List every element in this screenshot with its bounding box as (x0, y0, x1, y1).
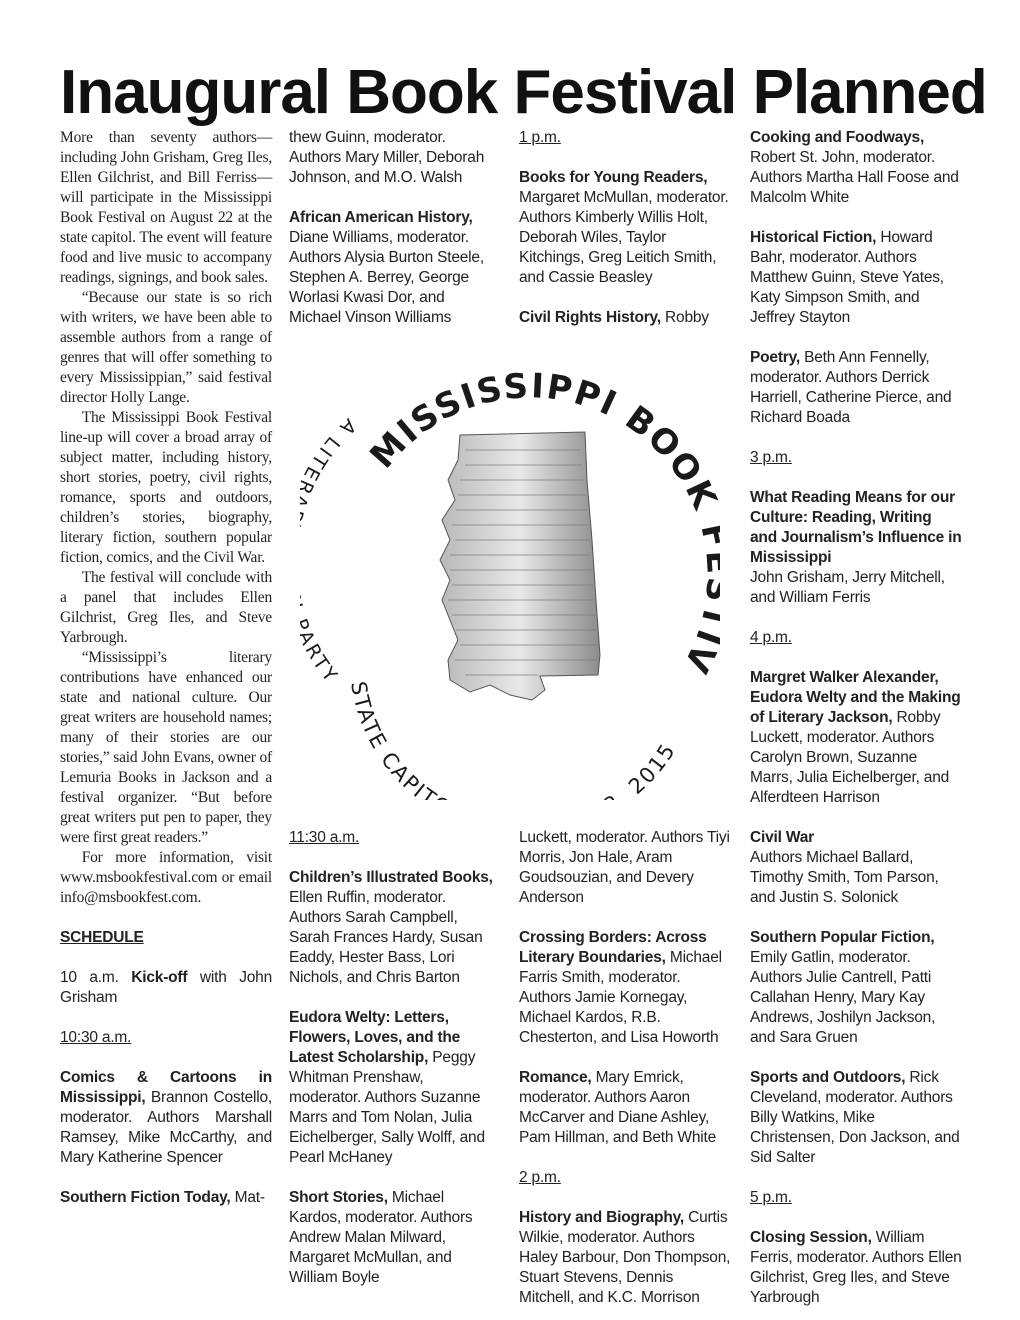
schedule-entry-short-stories (289, 1188, 499, 1288)
schedule-entry-history-biography (519, 1208, 731, 1308)
time-slot-1030: 10:30 a.m. (60, 1029, 132, 1046)
emblem-left-arc-text: A LITE RTY (300, 413, 361, 689)
time-slot-5pm: 5 p.m. (750, 1189, 792, 1206)
entry-detail: Margaret McMullan, moderator. Authors Kimberly Willis Holt, Deborah Wiles, Taylor Kitchings, Greg Leitich Smith, and Cassie Beasley (519, 189, 729, 286)
kickoff-title: Kick-off (131, 969, 188, 986)
headline: Inaugural Book Festival Planned (60, 58, 987, 127)
entry-continuation: thew Guinn, moderator. Authors Mary Miller, Deborah Johnson, and M.O. Walsh (289, 129, 485, 186)
entry-title: Historical Fiction, (750, 229, 877, 246)
schedule-entry-historical-fiction (750, 228, 962, 328)
schedule-heading: SCHEDULE (60, 929, 144, 946)
time-slot-1pm: 1 p.m. (519, 129, 561, 146)
schedule-entry-comics (60, 1068, 272, 1168)
entry-title: History and Biography, (519, 1209, 684, 1226)
schedule-entry-romance (519, 1068, 731, 1148)
entry-detail: Rick Cleveland, moderator. Authors Billy Watkins, Mike Christensen, Don Jackson, and Sid Salter (750, 1069, 960, 1166)
schedule-entry-southern-fiction (60, 1188, 272, 1208)
entry-detail: Diane Williams, moderator. Authors Alysia Burton Steele, Stephen A. Berrey, George Worlasi Kwasi Dor, and Michael Vinson Williams (289, 229, 484, 326)
entry-title: Closing Session, (750, 1229, 872, 1246)
schedule-entry-african-american (289, 208, 499, 328)
schedule-column-2-top (289, 128, 499, 348)
time-slot-2pm: 2 p.m. (519, 1169, 561, 1186)
schedule-entry-childrens (289, 868, 499, 988)
schedule-column-3-top (519, 128, 731, 348)
entry-title: Comics & Cartoons in Mississippi, (60, 1069, 272, 1106)
schedule-column-4 (750, 128, 962, 1306)
entry-title: African American History, (289, 209, 473, 226)
entry-title: Southern Fiction Today, (60, 1189, 231, 1206)
entry-detail: Mat- (230, 1189, 265, 1206)
entry-title: Sports and Outdoors, (750, 1069, 906, 1086)
time-slot-1130: 11:30 a.m. (289, 829, 360, 846)
svg-text:A LITERARY LAWN PARTY (300, 414, 360, 688)
schedule-entry-young-readers (519, 168, 731, 288)
article-paragraph: The Mississippi Book Festival line-up will cover a broad array of subject matter, including history, short stories, poetry, civil rights, romance, sports and outdoors, children’s stories, biography, literary fiction, southern popular fiction, comics, and the Civil War. (60, 409, 272, 566)
emblem-bottom-arc-text: STATE CAPIT , 2015 (346, 679, 681, 800)
schedule-entry-closing (750, 1228, 962, 1308)
article-column (60, 128, 272, 1284)
schedule-entry-walker-welty (750, 668, 962, 808)
entry-title: Poetry, (750, 349, 800, 366)
time-slot-3pm: 3 p.m. (750, 449, 792, 466)
entry-title: Civil Rights History, (519, 309, 661, 326)
entry-detail: Authors Michael Ballard, Timothy Smith, Tom Parson, and Justin S. Solonick (750, 849, 939, 906)
entry-title: Margret Walker Alexander, Eudora Welty and the Making of Literary Jackson, (750, 669, 961, 726)
article-paragraph: “Mississippi’s literary contributions have enhanced our state and national culture. Our great writers are household names; many of their stories are our stories,” said John Evans, owner of Lemuria Books in Jackson and a festival organizer. “But before great writers put pen to paper, they were first great readers.” (60, 649, 272, 846)
entry-detail: Ellen Ruffin, moderator. Authors Sarah Campbell, Sarah Frances Hardy, Susan Eaddy, Hester Bass, Lori Nichols, and Chris Barton (289, 889, 483, 986)
entry-title: Eudora Welty: Letters, Flowers, Loves, and the Latest Scholarship, (289, 1009, 461, 1066)
entry-detail: Peggy Whitman Prenshaw, moderator. Authors Suzanne Marrs and Tom Nolan, Julia Eichelberger, Sally Wolff, and Pearl McHaney (289, 1049, 485, 1166)
schedule-entry-kickoff (60, 968, 272, 1008)
entry-detail: William Ferris, moderator. Authors Ellen Gilchrist, Greg Iles, and Steve Yarbrough (750, 1229, 962, 1306)
svg-text:STATE CAPITOL • AUGUST 22, 201 (346, 680, 681, 800)
schedule-entry-southern-popular (750, 928, 962, 1048)
entry-detail: Michael Farris Smith, moderator. Authors Jamie Kornegay, Michael Kardos, R.B. Chesterton, and Lisa Howorth (519, 949, 722, 1046)
entry-title: Crossing Borders: Across Literary Boundaries, (519, 929, 707, 966)
schedule-entry-civil-rights (519, 308, 731, 328)
kickoff-time: 10 a.m. (60, 969, 119, 986)
schedule-entry-what-reading (750, 488, 962, 608)
entry-title: Children’s Illustrated Books, (289, 869, 493, 886)
entry-detail: John Grisham, Jerry Mitchell, and William Ferris (750, 569, 945, 606)
entry-title: Civil War (750, 829, 814, 846)
entry-detail: Michael Kardos, moderator. Authors Andrew Malan Milward, Margaret McMullan, and William Boyle (289, 1189, 473, 1286)
festival-emblem (300, 340, 720, 800)
schedule-entry-poetry (750, 348, 962, 428)
entry-detail: Robby Luckett, moderator. Authors Carolyn Brown, Suzanne Marrs, Julia Eichelberger, and Alferdteen Harrison (750, 709, 950, 806)
entry-continuation: Luckett, moderator. Authors Tiyi Morris, Jon Hale, Aram Goudsouzian, and Devery Anderson (519, 829, 730, 906)
entry-detail: Mary Emrick, moderator. Authors Aaron McCarver and Diane Ashley, Pam Hillman, and Beth White (519, 1069, 717, 1146)
entry-title: Books for Young Readers, (519, 169, 708, 186)
entry-title: Romance, (519, 1069, 592, 1086)
schedule-column-2-bottom (289, 828, 499, 1284)
schedule-entry-cooking (750, 128, 962, 208)
schedule-entry-sports (750, 1068, 962, 1168)
entry-detail: Robby (660, 309, 709, 326)
kickoff-detail: with John Grisham (60, 969, 272, 1006)
time-slot-4pm: 4 p.m. (750, 629, 792, 646)
article-paragraph: For more information, visit www.msbookfestival.com or email info@msbookfest.com. (60, 849, 272, 906)
entry-detail: Brannon Costello, moderator. Authors Marshall Ramsey, Mike McCarthy, and Mary Katherine Spencer (60, 1089, 272, 1166)
entry-detail: Emily Gatlin, moderator. Authors Julie Cantrell, Patti Callahan Henry, Mary Kay Andrews, Joshilyn Jackson, and Sara Gruen (750, 949, 936, 1046)
article-paragraph: “Because our state is so rich with writers, we have been able to assemble authors from a range of genres that will offer something to every Mississippian,” said festival director Holly Lange. (60, 289, 272, 406)
entry-title: Southern Popular Fiction, (750, 929, 935, 946)
entry-detail: Beth Ann Fennelly, moderator. Authors Derrick Harriell, Catherine Pierce, and Richard Boada (750, 349, 952, 426)
entry-title: Short Stories, (289, 1189, 388, 1206)
emblem-top-arc-text: MISSISSIPPI BOO V (362, 366, 720, 679)
entry-detail: Robert St. John, moderator. Authors Martha Hall Foose and Malcolm White (750, 149, 959, 206)
entry-title: What Reading Means for our Culture: Reading, Writing and Journalism’s Influence in Mississippi (750, 489, 962, 566)
schedule-column-3-bottom (519, 828, 731, 1306)
article-paragraph: More than seventy authors—including John Grisham, Greg Iles, Ellen Gilchrist, and Bill Ferriss—will participate in the Mississippi Book Festival on August 22 at the state capitol. The event will feature food and live music to accompany readings, signings, and book sales. (60, 129, 272, 286)
schedule-entry-civil-war (750, 828, 962, 908)
entry-detail: Howard Bahr, moderator. Authors Matthew Guinn, Steve Yates, Katy Simpson Smith, and Jeffrey Stayton (750, 229, 944, 326)
entry-detail: Curtis Wilkie, moderator. Authors Haley Barbour, Don Thompson, Stuart Stevens, Dennis Mitchell, and K.C. Morrison (519, 1209, 731, 1306)
schedule-entry-welty-letters (289, 1008, 499, 1168)
article-paragraph: The festival will conclude with a panel that includes Ellen Gilchrist, Greg Iles, and Steve Yarbrough. (60, 569, 272, 646)
entry-title: Cooking and Foodways, (750, 129, 925, 146)
schedule-entry-crossing-borders (519, 928, 731, 1048)
